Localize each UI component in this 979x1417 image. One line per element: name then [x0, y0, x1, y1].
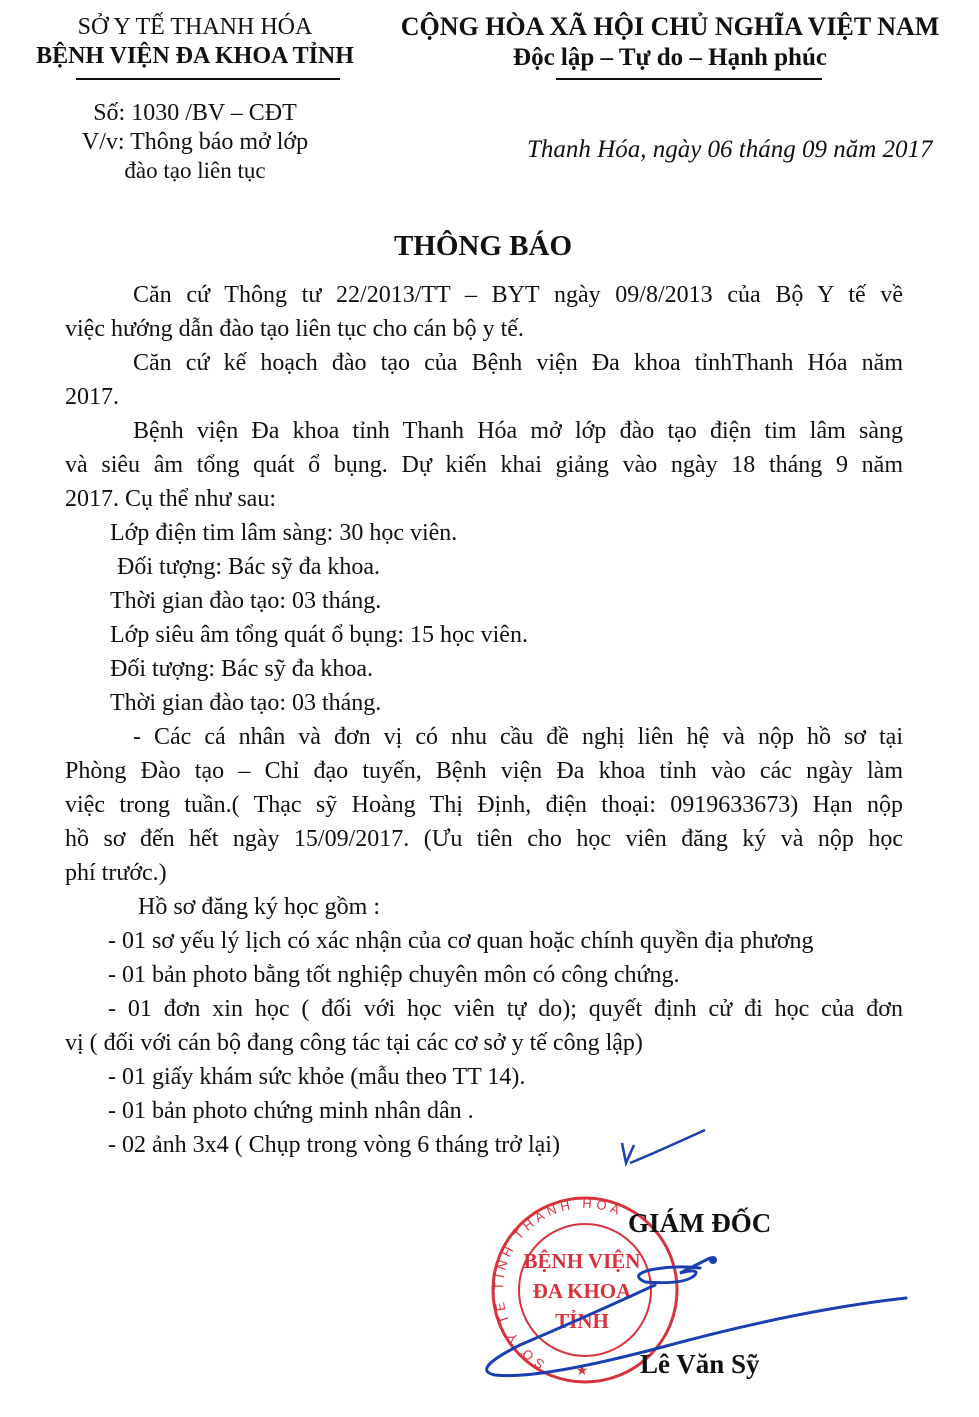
- body-line: Phòng Đào tạo – Chỉ đạo tuyến, Bệnh viện Đa khoa tỉnh vào các ngày làm: [65, 758, 903, 784]
- body-line: - 02 ảnh 3x4 ( Chụp trong vòng 6 tháng trở lại): [108, 1132, 560, 1158]
- body-line: hồ sơ đến hết ngày 15/09/2017. (Ưu tiên cho học viên đăng ký và nộp học: [65, 826, 903, 852]
- national-title: CỘNG HÒA XÃ HỘI CHỦ NGHĨA VIỆT NAM: [400, 12, 940, 41]
- body-line: việc trong tuần.( Thạc sỹ Hoàng Thị Định, điện thoại: 0919633673) Hạn nộp: [65, 792, 903, 818]
- place-date: Thanh Hóa, ngày 06 tháng 09 năm 2017: [527, 136, 933, 163]
- body-line: - 01 bản photo bằng tốt nghiệp chuyên môn có công chứng.: [108, 962, 680, 988]
- body-line: - Các cá nhân và đơn vị có nhu cầu đề nghị liên hệ và nộp hồ sơ tại: [133, 724, 903, 750]
- body-line: Hồ sơ đăng ký học gồm :: [138, 894, 381, 920]
- signer-name: Lê Văn Sỹ: [640, 1349, 760, 1379]
- body-line: - 01 đơn xin học ( đối với học viên tự do); quyết định cử đi học của đơn: [108, 996, 903, 1022]
- body-line: - 01 sơ yếu lý lịch có xác nhận của cơ quan hoặc chính quyền địa phương: [108, 928, 814, 954]
- agency-name: SỞ Y TẾ THANH HÓA: [77, 14, 313, 40]
- divider: [76, 78, 340, 80]
- initial-mark: [610, 1125, 720, 1175]
- body-line: Thời gian đào tạo: 03 tháng.: [110, 690, 382, 716]
- svg-text:★: ★: [575, 1364, 589, 1379]
- body-line: - 01 bản photo chứng minh nhân dân .: [108, 1098, 474, 1124]
- document-title: THÔNG BÁO: [393, 230, 573, 262]
- body-line: Bệnh viện Đa khoa tỉnh Thanh Hóa mở lớp đào tạo điện tim lâm sàng: [133, 418, 903, 444]
- divider: [556, 78, 822, 80]
- body-line: Căn cứ kế hoạch đào tạo của Bệnh viện Đa khoa tỉnhThanh Hóa năm: [133, 350, 903, 376]
- stamp-text: BỆNH VIỆN: [523, 1249, 641, 1273]
- subject-line: đào tạo liên tục: [124, 158, 266, 183]
- handwritten-signature: [470, 1240, 920, 1380]
- national-motto: Độc lập – Tự do – Hạnh phúc: [513, 44, 827, 71]
- body-line: 2017. Cụ thể như sau:: [65, 486, 276, 512]
- body-line: Lớp siêu âm tổng quát ổ bụng: 15 học viên.: [110, 622, 528, 648]
- body-line: - 01 giấy khám sức khỏe (mẫu theo TT 14).: [108, 1064, 526, 1090]
- subject-line: V/v: Thông báo mở lớp: [81, 129, 309, 155]
- svg-text:SỞ Y TẾ TỈNH THANH HÓA: SỞ Y TẾ TỈNH THANH HÓA: [490, 1195, 626, 1373]
- body-line: Lớp điện tim lâm sàng: 30 học viên.: [110, 520, 458, 546]
- hospital-name: BỆNH VIỆN ĐA KHOA TỈNH: [36, 43, 354, 69]
- stamp-text: TỈNH: [555, 1309, 609, 1333]
- body-line: việc hướng dẫn đào tạo liên tục cho cán bộ y tế.: [65, 316, 524, 342]
- body-line: và siêu âm tổng quát ổ bụng. Dự kiến khai giảng vào ngày 18 tháng 9 năm: [65, 452, 903, 478]
- body-line: vị ( đối với cán bộ đang công tác tại các cơ sở y tế công lập): [65, 1030, 643, 1056]
- body-line: Thời gian đào tạo: 03 tháng.: [110, 588, 382, 614]
- body-line: Đối tượng: Bác sỹ đa khoa.: [110, 656, 373, 682]
- document-number: Số: 1030 /BV – CĐT: [93, 100, 297, 126]
- stamp-text: ĐA KHOA: [532, 1279, 632, 1303]
- body-line: 2017.: [65, 384, 119, 410]
- signer-role: GIÁM ĐỐC: [628, 1208, 772, 1238]
- body-line: Đối tượng: Bác sỹ đa khoa.: [117, 554, 380, 580]
- body-line: phí trước.): [65, 860, 167, 886]
- body-line: Căn cứ Thông tư 22/2013/TT – BYT ngày 09/8/2013 của Bộ Y tế về: [133, 282, 903, 308]
